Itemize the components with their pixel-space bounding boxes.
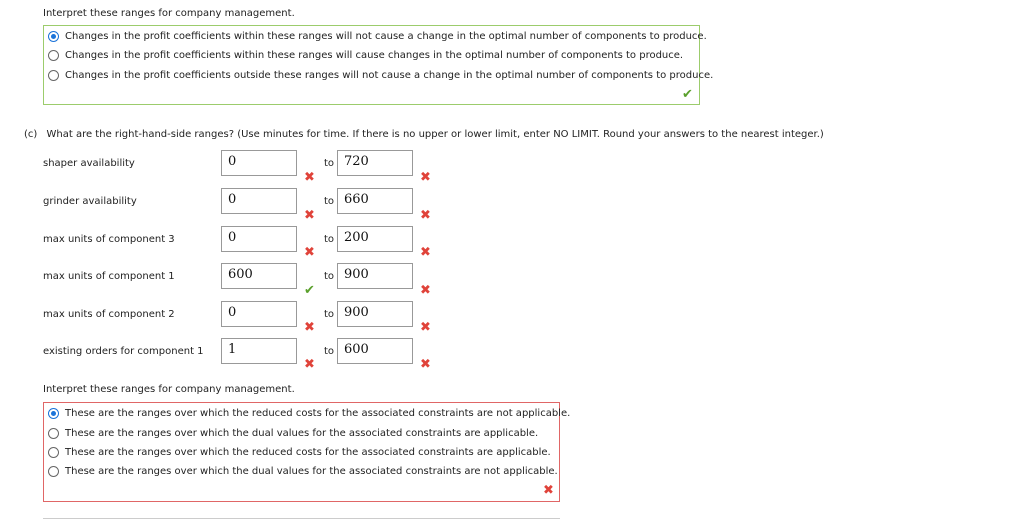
check-icon: ✔ — [682, 87, 693, 102]
row-label-component-1: max units of component 1 — [43, 271, 175, 282]
part-c-option-2[interactable] — [48, 424, 538, 442]
cross-icon: ✖ — [543, 483, 554, 498]
option-text: Changes in the profit coefficients within these ranges will cause changes in the optimal number of components to produce. — [65, 49, 684, 61]
radio-selected-icon[interactable] — [48, 31, 59, 42]
component-3-lower-input[interactable]: 0 — [221, 226, 297, 252]
part-b-option-3[interactable] — [48, 66, 713, 84]
component-1-upper-input[interactable]: 900 — [337, 263, 413, 289]
row-label-component-2: max units of component 2 — [43, 309, 175, 320]
option-text: Changes in the profit coefficients outside these ranges will not cause a change in the optimal number of components to produce. — [65, 69, 714, 81]
part-b-options-box — [43, 25, 714, 105]
part-c-letter: (c) — [24, 129, 38, 140]
row-label-component-3: max units of component 3 — [43, 234, 175, 245]
component-2-upper-input[interactable]: 900 — [337, 301, 413, 327]
cross-icon: ✖ — [304, 208, 315, 223]
radio-icon[interactable] — [48, 428, 59, 439]
part-b-prompt: Interpret these ranges for company management. — [43, 8, 295, 19]
part-c-option-3[interactable] — [48, 443, 551, 461]
cross-icon: ✖ — [420, 245, 431, 260]
component-3-upper-input[interactable]: 200 — [337, 226, 413, 252]
option-text: These are the ranges over which the dual values for the associated constraints are not applicable. — [65, 465, 558, 477]
to-label: to — [324, 309, 335, 320]
existing-orders-lower-input[interactable]: 1 — [221, 338, 297, 364]
part-b-option-2[interactable] — [48, 46, 683, 64]
option-text: These are the ranges over which the reduced costs for the associated constraints are not applicable. — [65, 407, 571, 419]
to-label: to — [324, 158, 335, 169]
part-c-question — [24, 129, 824, 140]
to-label: to — [324, 271, 335, 282]
existing-orders-upper-input[interactable]: 600 — [337, 338, 413, 364]
row-label-grinder: grinder availability — [43, 196, 137, 207]
to-label: to — [324, 346, 335, 357]
cross-icon: ✖ — [304, 245, 315, 260]
radio-icon[interactable] — [48, 50, 59, 61]
grinder-lower-input[interactable]: 0 — [221, 188, 297, 214]
option-text: These are the ranges over which the reduced costs for the associated constraints are applicable. — [65, 446, 551, 458]
part-c-option-4[interactable] — [48, 462, 558, 480]
shaper-lower-input[interactable]: 0 — [221, 150, 297, 176]
component-2-lower-input[interactable]: 0 — [221, 301, 297, 327]
cross-icon: ✖ — [304, 320, 315, 335]
radio-icon[interactable] — [48, 70, 59, 81]
part-c-options-box — [43, 402, 571, 502]
cross-icon: ✖ — [304, 357, 315, 372]
row-label-shaper: shaper availability — [43, 158, 135, 169]
check-icon: ✔ — [304, 283, 315, 298]
shaper-upper-input[interactable]: 720 — [337, 150, 413, 176]
radio-icon[interactable] — [48, 466, 59, 477]
to-label: to — [324, 196, 335, 207]
component-1-lower-input[interactable]: 600 — [221, 263, 297, 289]
part-b-option-1[interactable] — [48, 27, 707, 45]
cross-icon: ✖ — [420, 357, 431, 372]
cross-icon: ✖ — [420, 170, 431, 185]
option-text: Changes in the profit coefficients within these ranges will not cause a change in the optimal number of components to produce. — [65, 30, 707, 42]
divider — [43, 518, 560, 519]
radio-icon[interactable] — [48, 447, 59, 458]
cross-icon: ✖ — [420, 208, 431, 223]
cross-icon: ✖ — [420, 283, 431, 298]
to-label: to — [324, 234, 335, 245]
part-c-interpret-prompt: Interpret these ranges for company management. — [43, 384, 295, 395]
cross-icon: ✖ — [304, 170, 315, 185]
part-c-option-1[interactable] — [48, 404, 570, 422]
cross-icon: ✖ — [420, 320, 431, 335]
part-c-question-text: What are the right-hand-side ranges? (Use minutes for time. If there is no upper or lower limit, enter NO LIMIT. Round your answers to the nearest integer.) — [46, 129, 824, 140]
radio-selected-icon[interactable] — [48, 408, 59, 419]
row-label-existing-orders: existing orders for component 1 — [43, 346, 204, 357]
grinder-upper-input[interactable]: 660 — [337, 188, 413, 214]
option-text: These are the ranges over which the dual values for the associated constraints are applicable. — [65, 427, 539, 439]
